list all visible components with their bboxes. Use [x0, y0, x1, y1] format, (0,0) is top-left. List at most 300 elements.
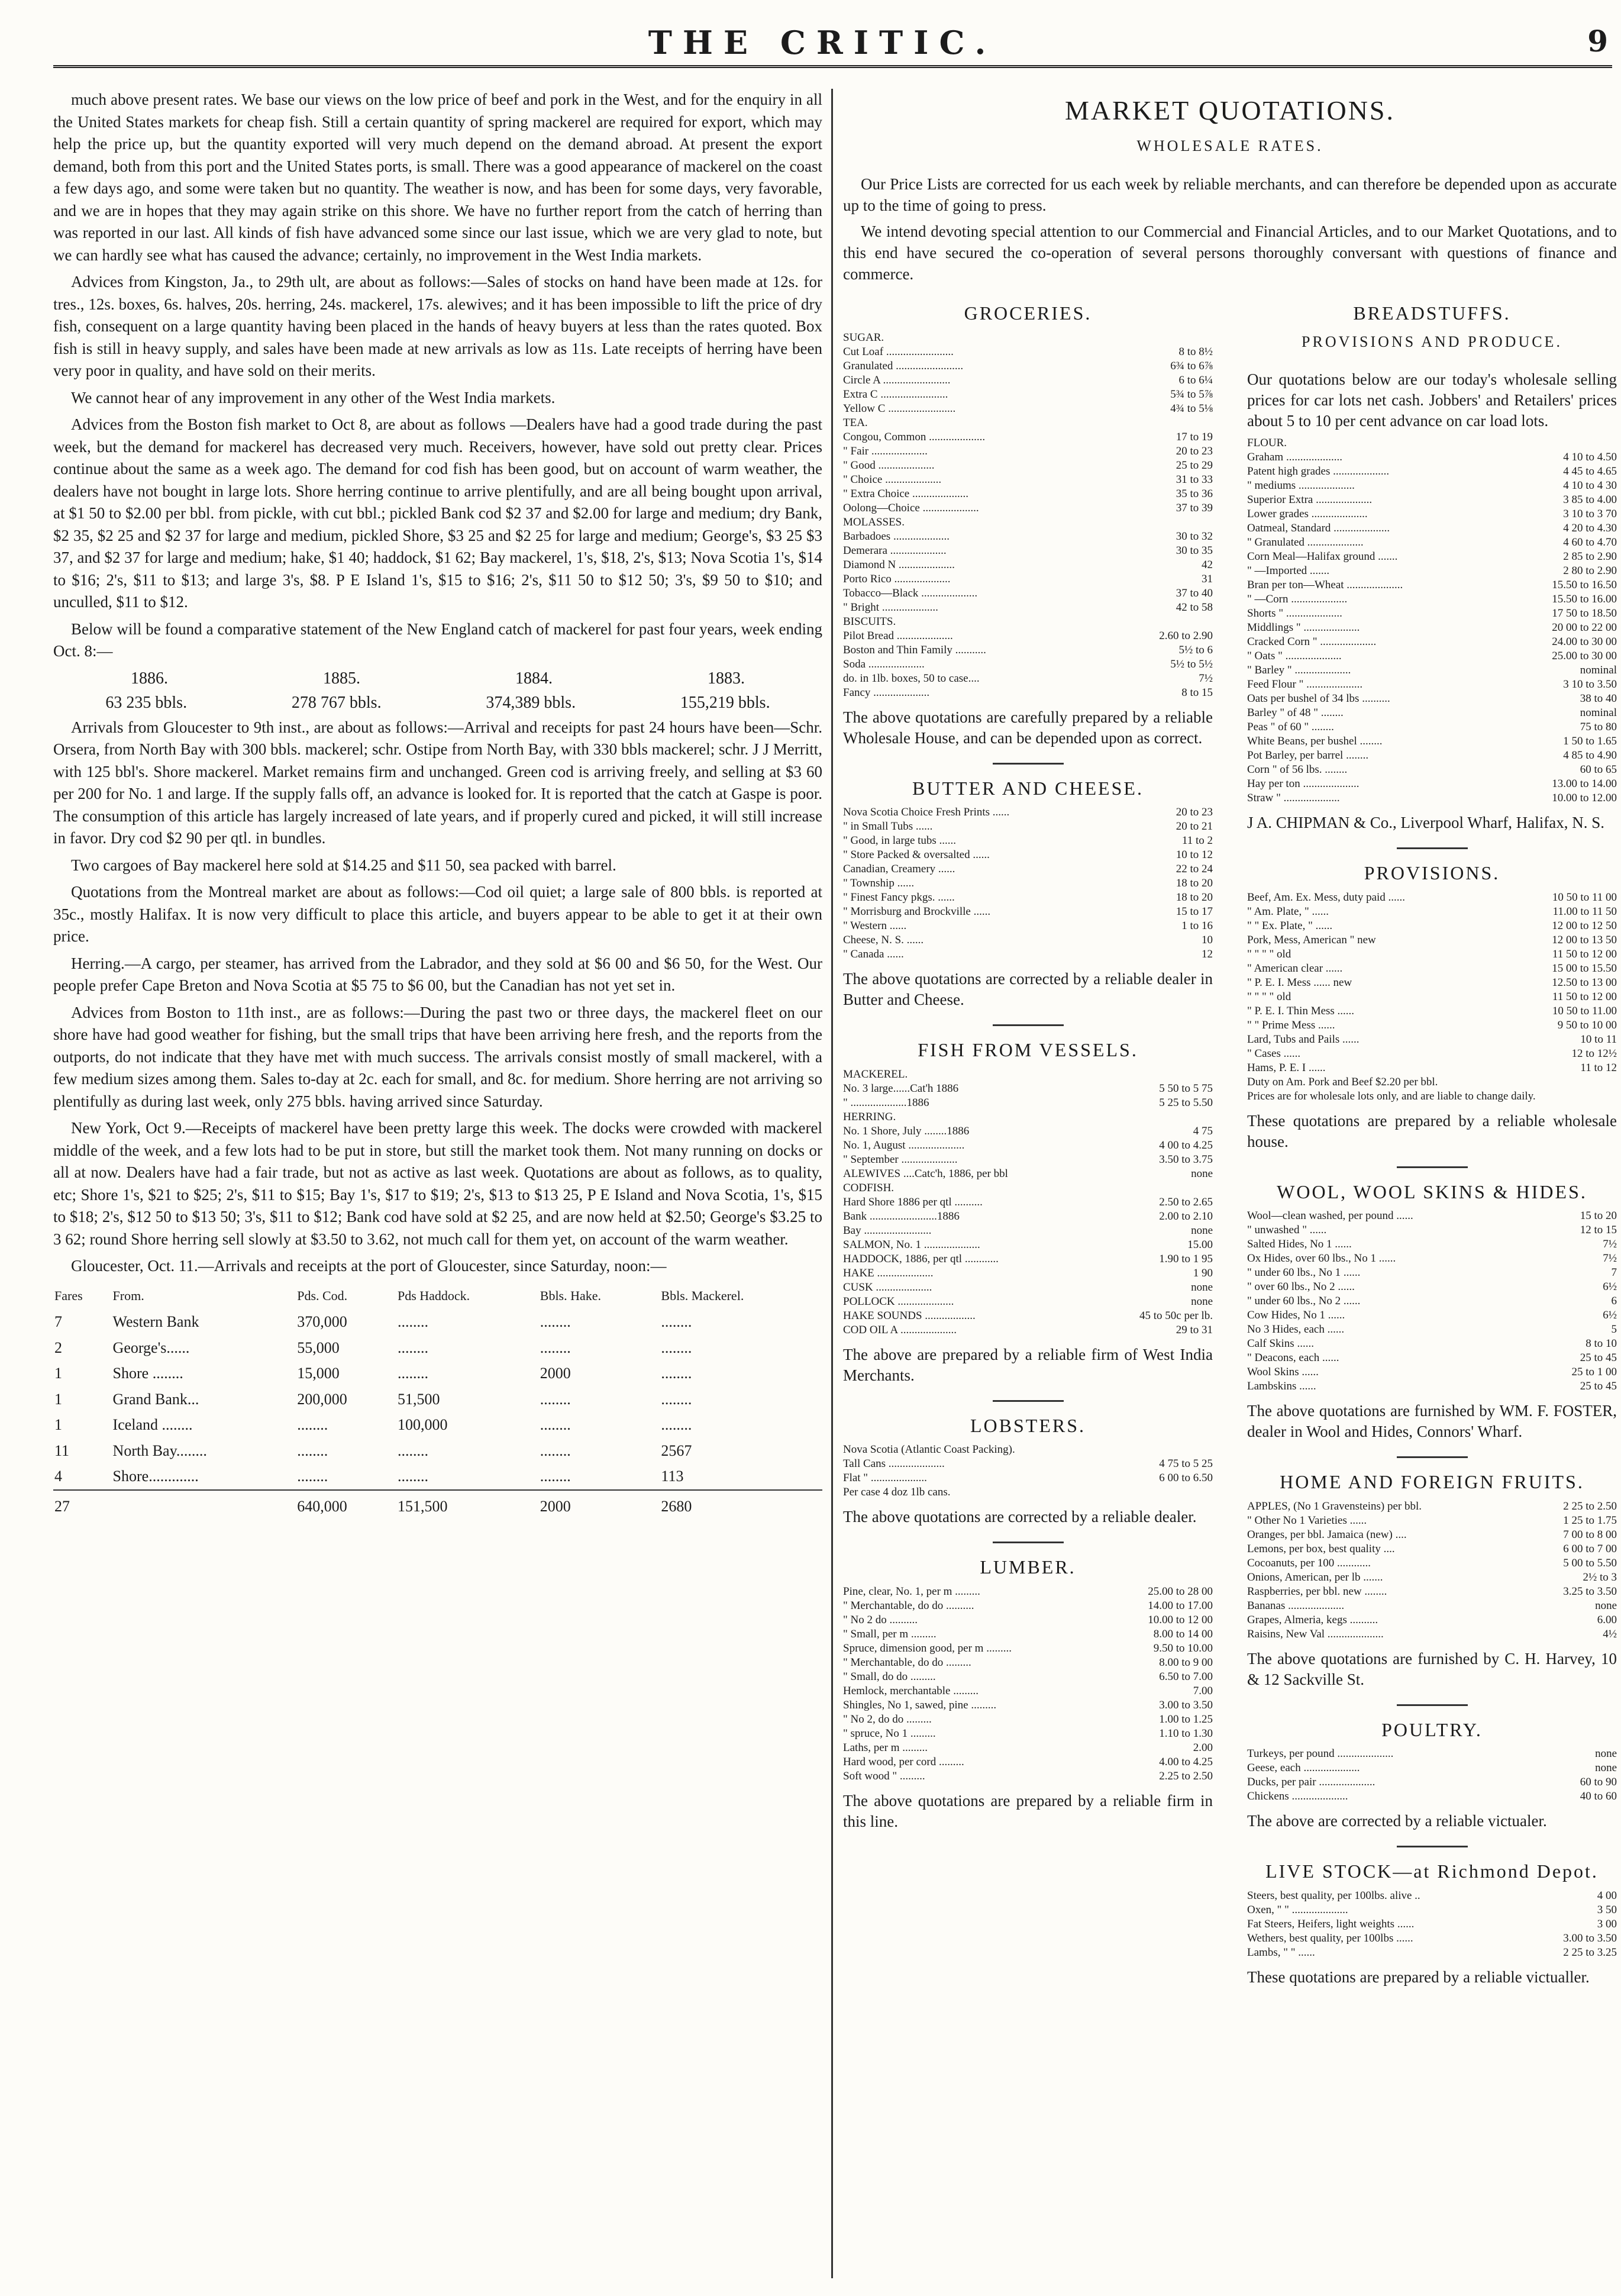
breadstuffs-subtitle: PROVISIONS AND PRODUCE.: [1302, 333, 1562, 350]
price-row: [843, 947, 1213, 962]
price-label: Graham ....................: [1247, 451, 1342, 463]
price-row: [843, 1656, 1213, 1670]
catch-value: 155,219 bbls.: [680, 694, 770, 712]
price-row: [843, 1698, 1213, 1713]
price-label: Wool—clean washed, per pound ......: [1247, 1210, 1413, 1222]
price-value: 6¾ to 6⅞: [1170, 359, 1213, 372]
price-row: [843, 862, 1213, 876]
price-label: Lambskins ......: [1247, 1380, 1316, 1392]
wool-note: The above quotations are furnished by WM. F. FOSTER, dealer in Wool and Hides, Connors' Wharf.: [1247, 1402, 1617, 1440]
price-label: " Oats " ....................: [1247, 650, 1342, 662]
price-value: 10 50 to 11.00: [1552, 1004, 1617, 1017]
price-value: 4 60 to 4.70: [1563, 536, 1617, 549]
fish-note: The above are prepared by a reliable firm of West India Merchants.: [843, 1345, 1213, 1384]
price-row: [843, 1281, 1213, 1295]
price-label: Bananas ....................: [1247, 1599, 1345, 1612]
price-value: none: [1191, 1281, 1213, 1294]
price-row: [843, 345, 1213, 359]
price-value: none: [1191, 1295, 1213, 1308]
price-value: 4½: [1603, 1627, 1617, 1640]
price-label: Fat Steers, Heifers, light weights ......: [1247, 1917, 1415, 1930]
price-row: [843, 558, 1213, 572]
provisions-title: PROVISIONS.: [1364, 862, 1500, 883]
table-cell: ........: [397, 1468, 428, 1485]
price-label: " Merchantable, do do ..........: [843, 1599, 974, 1612]
price-label: Duty on Am. Pork and Beef $2.20 per bbl.: [1247, 1075, 1438, 1088]
price-label: " Barley " ....................: [1247, 664, 1351, 676]
price-row: [843, 1613, 1213, 1627]
price-row: [1247, 536, 1617, 550]
price-row: [1247, 777, 1617, 791]
fish-title: FISH FROM VESSELS.: [918, 1039, 1138, 1060]
price-row: [843, 1167, 1213, 1181]
price-label: Lower grades ....................: [1247, 508, 1368, 520]
price-value: 12 00 to 12 50: [1552, 919, 1617, 932]
price-value: 24.00 to 30 00: [1552, 636, 1617, 648]
price-row: [1247, 635, 1617, 649]
price-row: [843, 1471, 1213, 1485]
price-label: Ox Hides, over 60 lbs., No 1 ......: [1247, 1252, 1396, 1265]
table-cell: 55,000: [297, 1339, 340, 1356]
price-row: [843, 1252, 1213, 1266]
price-value: 10 to 12: [1176, 849, 1213, 861]
price-value: 7½: [1199, 672, 1213, 685]
intro-paragraph: We intend devoting special attention to our Commercial and Financial Articles, and to our Market Quotations, and to this end have secured the co-operation of several persons thoroughly conversant with questions of finance and commerce.: [843, 222, 1617, 283]
newspaper-title: THE CRITIC.: [648, 24, 997, 62]
price-value: 8 to 10: [1586, 1337, 1617, 1350]
price-value: 4 10 to 4.50: [1563, 451, 1617, 463]
price-value: [1208, 1443, 1213, 1457]
price-label: Turkeys, per pound ....................: [1247, 1747, 1394, 1760]
price-value: 18 to 20: [1176, 877, 1213, 889]
price-label: " American clear ......: [1247, 962, 1343, 975]
price-label: Bank ........................1886: [843, 1210, 960, 1223]
price-label: Yellow C ........................: [843, 402, 956, 415]
table-cell: ........: [397, 1442, 428, 1459]
price-label: " " Prime Mess ......: [1247, 1018, 1335, 1031]
price-label: " under 60 lbs., No 1 ......: [1247, 1266, 1361, 1279]
catch-years-row: [53, 667, 822, 690]
price-value: none: [1595, 1747, 1617, 1760]
price-label: No. 1 Shore, July ........1886: [843, 1124, 970, 1137]
provisions-note: These quotations are prepared by a reliable wholesale house.: [1247, 1111, 1617, 1150]
price-row: [843, 686, 1213, 700]
lobsters-title: LOBSTERS.: [970, 1414, 1086, 1436]
price-value: 10 to 11: [1580, 1033, 1617, 1046]
price-value: 2 25 to 3.25: [1563, 1946, 1617, 1959]
fruits-title: HOME AND FOREIGN FRUITS.: [1280, 1471, 1584, 1492]
price-label: " in Small Tubs ......: [843, 820, 933, 833]
price-label: Geese, each ....................: [1247, 1762, 1360, 1774]
price-value: [1208, 1485, 1213, 1500]
price-label: Superior Extra ....................: [1247, 494, 1373, 506]
price-label: Flat " ....................: [843, 1472, 927, 1484]
section-separator: [1397, 1704, 1468, 1706]
price-row: [1247, 1542, 1617, 1556]
price-value: 2.25 to 2.50: [1159, 1769, 1213, 1782]
price-label: SUGAR.: [843, 331, 884, 344]
price-value: 3 10 to 3.50: [1563, 678, 1617, 691]
price-value: 42: [1202, 558, 1213, 571]
price-label: " unwashed " ......: [1247, 1224, 1327, 1236]
price-value: 5 50 to 5 75: [1159, 1082, 1213, 1095]
price-label: Soda ....................: [843, 657, 925, 670]
price-row: [843, 416, 1213, 430]
price-value: none: [1191, 1167, 1213, 1180]
price-row: [843, 1238, 1213, 1252]
price-value: 5 25 to 5.50: [1159, 1096, 1213, 1109]
price-value: 17 to 19: [1176, 430, 1213, 443]
price-row: [843, 1323, 1213, 1337]
report-paragraphs: [53, 89, 822, 663]
price-value: 6.00: [1597, 1613, 1617, 1626]
price-value: 4 00: [1597, 1889, 1617, 1902]
price-row: [1247, 1308, 1617, 1323]
price-value: 15.50 to 16.50: [1552, 579, 1617, 591]
price-label: " Good, in large tubs ......: [843, 834, 957, 847]
price-row: [1247, 1252, 1617, 1266]
price-label: " Granulated ....................: [1247, 536, 1364, 549]
price-row: [843, 1309, 1213, 1323]
livestock-title: LIVE STOCK—at Richmond Depot.: [1265, 1860, 1599, 1882]
price-row: [1247, 706, 1617, 720]
table-cell: ........: [297, 1468, 328, 1485]
price-value: 10: [1202, 934, 1213, 946]
price-value: 20 00 to 22 00: [1552, 621, 1617, 634]
price-label: Oranges, per bbl. Jamaica (new) ....: [1247, 1528, 1407, 1541]
price-label: Shorts " ....................: [1247, 607, 1342, 620]
livestock-note: These quotations are prepared by a reliable victualler.: [1247, 1968, 1590, 1986]
price-label: " over 60 lbs., No 2 ......: [1247, 1281, 1355, 1293]
price-label: " P. E. I. Mess ...... new: [1247, 976, 1352, 989]
price-value: 13.00 to 14.00: [1552, 778, 1617, 790]
price-value: 8.00 to 14 00: [1153, 1627, 1213, 1640]
price-value: 1 50 to 1.65: [1563, 735, 1617, 747]
table-cell: ........: [397, 1313, 428, 1330]
price-label: " September ....................: [843, 1153, 958, 1166]
price-value: 4 75 to 5 25: [1159, 1457, 1213, 1470]
price-label: COD OIL A ....................: [843, 1323, 957, 1336]
price-label: Hams, P. E. I ......: [1247, 1061, 1326, 1074]
price-row: [1247, 1280, 1617, 1294]
price-value: 1.10 to 1.30: [1159, 1727, 1213, 1740]
gloucester-arrivals-table: [53, 1282, 822, 1520]
price-value: 3 50: [1597, 1903, 1617, 1916]
price-value: 31 to 33: [1176, 473, 1213, 486]
price-label: Spruce, dimension good, per m .........: [843, 1642, 1012, 1655]
price-value: 4 10 to 4 30: [1563, 479, 1617, 492]
price-label: " —Corn ....................: [1247, 593, 1348, 605]
price-value: 6½: [1603, 1281, 1617, 1293]
paragraph: New York, Oct 9.—Receipts of mackerel have been pretty large this week. The docks were crowded with mackerel middle of the week, and a few lots had to be put in store, but still the market took them. Not many running on docks or all at now. Dealers have had a fair trade, but not as active as last week. Quotations are about as follows, as to quality, etc; Shore 1's, $21 to $25; 2's, $11 to $15; Bay 1's, $17 to $19; 2's, $13 to $13 25, P E Island and Nova Scotia, 1's, $15 to $18; 2's, $12 50 to $13 50; 3's, $11 to $12; Bank cod have sold at $2 25, and are now held at $2.50; George's $3.25 to 3 62; round Shore herring sell slowly at $3.50 to 3.62, not much call for them yet, on account of the warm weather.: [53, 1119, 822, 1248]
price-value: 8.00 to 9 00: [1159, 1656, 1213, 1669]
catch-value: 374,389 bbls.: [486, 694, 576, 712]
price-value: [1612, 1075, 1617, 1089]
price-row: [1247, 1004, 1617, 1018]
price-label: Lemons, per box, best quality ....: [1247, 1542, 1395, 1555]
table-cell: ........: [540, 1313, 571, 1330]
table-cell: 11: [54, 1442, 70, 1459]
price-value: [1208, 615, 1213, 629]
price-value: 2 25 to 2.50: [1563, 1500, 1617, 1513]
price-row: [1247, 1047, 1617, 1061]
price-label: ALEWIVES ....Catc'h, 1886, per bbl: [843, 1167, 1008, 1180]
table-body: [53, 1309, 822, 1519]
catch-value: 278 767 bbls.: [291, 694, 382, 712]
table-cell: ........: [540, 1390, 571, 1408]
price-value: 5¾ to 5⅞: [1170, 388, 1213, 401]
price-row: [843, 834, 1213, 848]
price-row: [1247, 1266, 1617, 1280]
price-label: TEA.: [843, 416, 868, 429]
table-cell: 2567: [661, 1442, 692, 1459]
price-value: 9 50 to 10 00: [1557, 1018, 1617, 1031]
section-separator: [1397, 1846, 1468, 1847]
price-label: Cracked Corn " ....................: [1247, 636, 1377, 648]
table-cell: 7: [54, 1313, 62, 1330]
price-label: Grapes, Almeria, kegs ..........: [1247, 1613, 1378, 1626]
price-row: [843, 1110, 1213, 1124]
price-label: Circle A ........................: [843, 373, 951, 386]
price-row: [1247, 521, 1617, 536]
price-label: Barley " of 48 " ........: [1247, 707, 1344, 719]
price-value: 10.00 to 12 00: [1148, 1613, 1213, 1626]
price-label: HADDOCK, 1886, per qtl ............: [843, 1252, 999, 1265]
paragraph: Quotations from the Montreal market are about as follows:—Cod oil quiet; a large sale of 800 bbls. is reported at 35c., mostly Halifax. It is now very difficult to place this article, and buyers appear to be able to get it at their own price.: [53, 883, 822, 945]
page-number: 9: [1587, 24, 1608, 59]
price-value: 4 85 to 4.90: [1563, 749, 1617, 762]
price-value: 15.50 to 16.00: [1552, 593, 1617, 605]
price-label: Peas " of 60 " ........: [1247, 721, 1334, 733]
price-value: 6 00 to 7 00: [1563, 1542, 1617, 1555]
section-separator: [993, 1542, 1064, 1543]
price-label: Corn " of 56 lbs. ........: [1247, 763, 1348, 776]
table-cell: 1: [54, 1416, 62, 1433]
price-label: " mediums ....................: [1247, 479, 1355, 492]
price-label: Tall Cans ....................: [843, 1457, 945, 1470]
price-value: 3.50 to 3.75: [1159, 1153, 1213, 1166]
price-value: 1 90: [1193, 1266, 1213, 1279]
total-row: [53, 1490, 822, 1520]
price-value: [1208, 1110, 1213, 1124]
price-value: 12.50 to 13 00: [1552, 976, 1617, 989]
price-value: [1208, 416, 1213, 430]
masthead: [0, 24, 1621, 62]
price-row: [843, 1684, 1213, 1698]
price-value: 12 00 to 13 50: [1552, 933, 1617, 946]
price-label: FLOUR.: [1247, 437, 1287, 449]
price-row: [843, 1670, 1213, 1684]
price-value: none: [1595, 1599, 1617, 1612]
price-value: 11 50 to 12 00: [1552, 947, 1617, 960]
price-label: Canadian, Creamery ......: [843, 863, 955, 875]
table-row: [53, 1335, 822, 1361]
price-label: " Store Packed & oversalted ......: [843, 849, 990, 861]
price-row: [1247, 1775, 1617, 1789]
section-separator: [1397, 847, 1468, 849]
price-row: [1247, 1365, 1617, 1379]
price-label: Cow Hides, No 1 ......: [1247, 1309, 1345, 1321]
price-value: 3.25 to 3.50: [1563, 1585, 1617, 1598]
price-row: [1247, 1528, 1617, 1542]
total-cell: 640,000: [296, 1490, 396, 1520]
price-row: [843, 1713, 1213, 1727]
table-cell: 370,000: [297, 1313, 347, 1330]
table-cell: ........: [661, 1416, 692, 1433]
price-value: 2.60 to 2.90: [1159, 629, 1213, 642]
table-cell: Iceland ........: [112, 1416, 193, 1433]
table-row: [53, 1309, 822, 1335]
price-row: [1247, 1599, 1617, 1613]
table-row: [53, 1386, 822, 1413]
price-row: [1247, 1209, 1617, 1223]
price-label: " " " " old: [1247, 947, 1291, 960]
total-cell: 2680: [660, 1490, 822, 1520]
market-intro: [843, 173, 1617, 285]
price-value: 25 to 1 00: [1571, 1366, 1617, 1378]
price-row: [843, 1585, 1213, 1599]
price-label: Bay ........................: [843, 1224, 932, 1237]
price-label: Boston and Thin Family ...........: [843, 643, 986, 656]
table-row: [53, 1438, 822, 1464]
price-label: Soft wood " .........: [843, 1769, 925, 1782]
price-value: 75 to 80: [1580, 721, 1617, 733]
price-label: Hard Shore 1886 per qtl ..........: [843, 1195, 983, 1208]
price-value: 25 to 45: [1580, 1380, 1617, 1392]
price-value: 20 to 21: [1176, 820, 1213, 833]
price-row: [843, 530, 1213, 544]
price-label: CUSK ....................: [843, 1281, 932, 1294]
price-row: [843, 1741, 1213, 1755]
price-row: [843, 402, 1213, 416]
price-row: [843, 1210, 1213, 1224]
table-cell: ........: [397, 1365, 428, 1382]
price-row: [1247, 1018, 1617, 1033]
price-label: " Other No 1 Varieties ......: [1247, 1514, 1367, 1527]
price-label: Hard wood, per cord .........: [843, 1755, 964, 1768]
price-value: 2 80 to 2.90: [1563, 565, 1617, 577]
price-row: [843, 1769, 1213, 1784]
price-row: [843, 615, 1213, 629]
price-value: 15.00: [1187, 1238, 1213, 1251]
price-value: 20 to 23: [1176, 444, 1213, 457]
price-label: Oats per bushel of 34 lbs ..........: [1247, 692, 1390, 705]
price-value: 25.00 to 28 00: [1148, 1585, 1213, 1598]
price-value: 11 to 2: [1181, 834, 1213, 847]
price-label: Cheese, N. S. ......: [843, 934, 924, 946]
price-row: [843, 1727, 1213, 1741]
fruits-note: The above quotations are furnished by C. H. Harvey, 10 & 12 Sackville St.: [1247, 1649, 1617, 1688]
price-row: [1247, 436, 1617, 450]
table-cell: ........: [661, 1339, 692, 1356]
groceries-note: The above quotations are carefully prepared by a reliable Wholesale House, and can be depended upon as correct.: [843, 708, 1213, 747]
price-row: [843, 805, 1213, 820]
price-value: 3 10 to 3 70: [1563, 508, 1617, 520]
price-value: 20 to 23: [1176, 806, 1213, 818]
price-row: [843, 388, 1213, 402]
price-value: [1612, 436, 1617, 450]
price-value: 12 to 12½: [1571, 1047, 1617, 1060]
table-cell: ........: [297, 1442, 328, 1459]
price-label: " No 2 do ..........: [843, 1613, 918, 1626]
price-value: 4 00 to 4.25: [1159, 1139, 1213, 1152]
price-value: 42 to 58: [1176, 601, 1213, 614]
price-value: 6: [1611, 1295, 1617, 1307]
total-cell: 151,500: [396, 1490, 539, 1520]
price-label: " Cases ......: [1247, 1047, 1301, 1060]
price-value: [1208, 1068, 1213, 1082]
price-label: " Extra Choice ....................: [843, 487, 968, 500]
price-value: 10.00 to 12.00: [1552, 792, 1617, 804]
price-value: 3.00 to 3.50: [1563, 1931, 1617, 1944]
price-row: [1247, 976, 1617, 990]
price-value: 1 to 16: [1181, 920, 1213, 932]
price-value: 8 to 15: [1181, 686, 1213, 699]
catch-year: 1883.: [708, 669, 745, 688]
paragraph: Advices from Kingston, Ja., to 29th ult, are about as follows:—Sales of stocks on hand have been made at 12s. for tres., 12s. boxes, 6s. halves, 20s. herring, 24s. mackerel, 17s. alewives; and it has been impossible to lift the price of dry fish, consequent on a large quantity having been placed in the hands of heavy buyers at less than the rates quoted. Box fish is still in heavy supply, and sales have been made at new arrivals as low as 11s. Late receipts of herring have been very poor in quality, and have sold on their merits.: [53, 273, 822, 379]
price-row: [843, 544, 1213, 558]
price-label: Oolong—Choice ....................: [843, 501, 979, 514]
poultry-note: The above are corrected by a reliable victualer.: [1247, 1812, 1547, 1830]
price-row: [843, 1082, 1213, 1096]
price-label: Cut Loaf ........................: [843, 345, 954, 358]
price-row: [1247, 905, 1617, 919]
price-row: [1247, 919, 1617, 933]
price-value: 25 to 29: [1176, 459, 1213, 472]
price-row: [1247, 649, 1617, 663]
price-value: 4 45 to 4.65: [1563, 465, 1617, 478]
price-value: 4¾ to 5⅛: [1170, 402, 1213, 415]
price-label: HERRING.: [843, 1110, 896, 1123]
price-value: 12: [1202, 948, 1213, 960]
price-row: [1247, 1323, 1617, 1337]
price-label: " Fair ....................: [843, 444, 928, 457]
price-value: 7½: [1603, 1238, 1617, 1250]
price-label: " Bright ....................: [843, 601, 938, 614]
price-value: 2.00: [1193, 1741, 1213, 1754]
table-cell: 51,500: [397, 1390, 440, 1408]
price-label: Raisins, New Val ....................: [1247, 1627, 1384, 1640]
price-label: " Western ......: [843, 920, 907, 932]
price-value: 11 to 12: [1580, 1061, 1617, 1074]
table-cell: 2: [54, 1339, 62, 1356]
price-label: Oatmeal, Standard ....................: [1247, 522, 1390, 534]
price-row: [1247, 1351, 1617, 1365]
price-row: [843, 1096, 1213, 1110]
intro-paragraph: Our Price Lists are corrected for us each week by reliable merchants, and can therefore be depended upon as accurate up to the time of going to press.: [843, 175, 1617, 214]
price-value: 2.00 to 2.10: [1159, 1210, 1213, 1223]
price-row: [843, 891, 1213, 905]
price-row: [1247, 1761, 1617, 1775]
price-row: [843, 933, 1213, 947]
column-header: Fares: [54, 1288, 83, 1303]
price-row: [1247, 1379, 1617, 1394]
price-value: 12 to 15: [1580, 1224, 1617, 1236]
price-label: " ....................1886: [843, 1096, 929, 1109]
price-row: [843, 601, 1213, 615]
price-row: [843, 820, 1213, 834]
price-row: [1247, 734, 1617, 749]
report-paragraphs-2: [53, 717, 822, 1278]
price-label: MACKEREL.: [843, 1068, 908, 1081]
price-value: 17 50 to 18.50: [1552, 607, 1617, 620]
price-value: 35 to 36: [1176, 487, 1213, 500]
price-row: [1247, 1903, 1617, 1917]
price-label: Pine, clear, No. 1, per m .........: [843, 1585, 980, 1598]
price-label: Cocoanuts, per 100 ............: [1247, 1556, 1371, 1569]
price-row: [1247, 1889, 1617, 1903]
price-row: [843, 672, 1213, 686]
